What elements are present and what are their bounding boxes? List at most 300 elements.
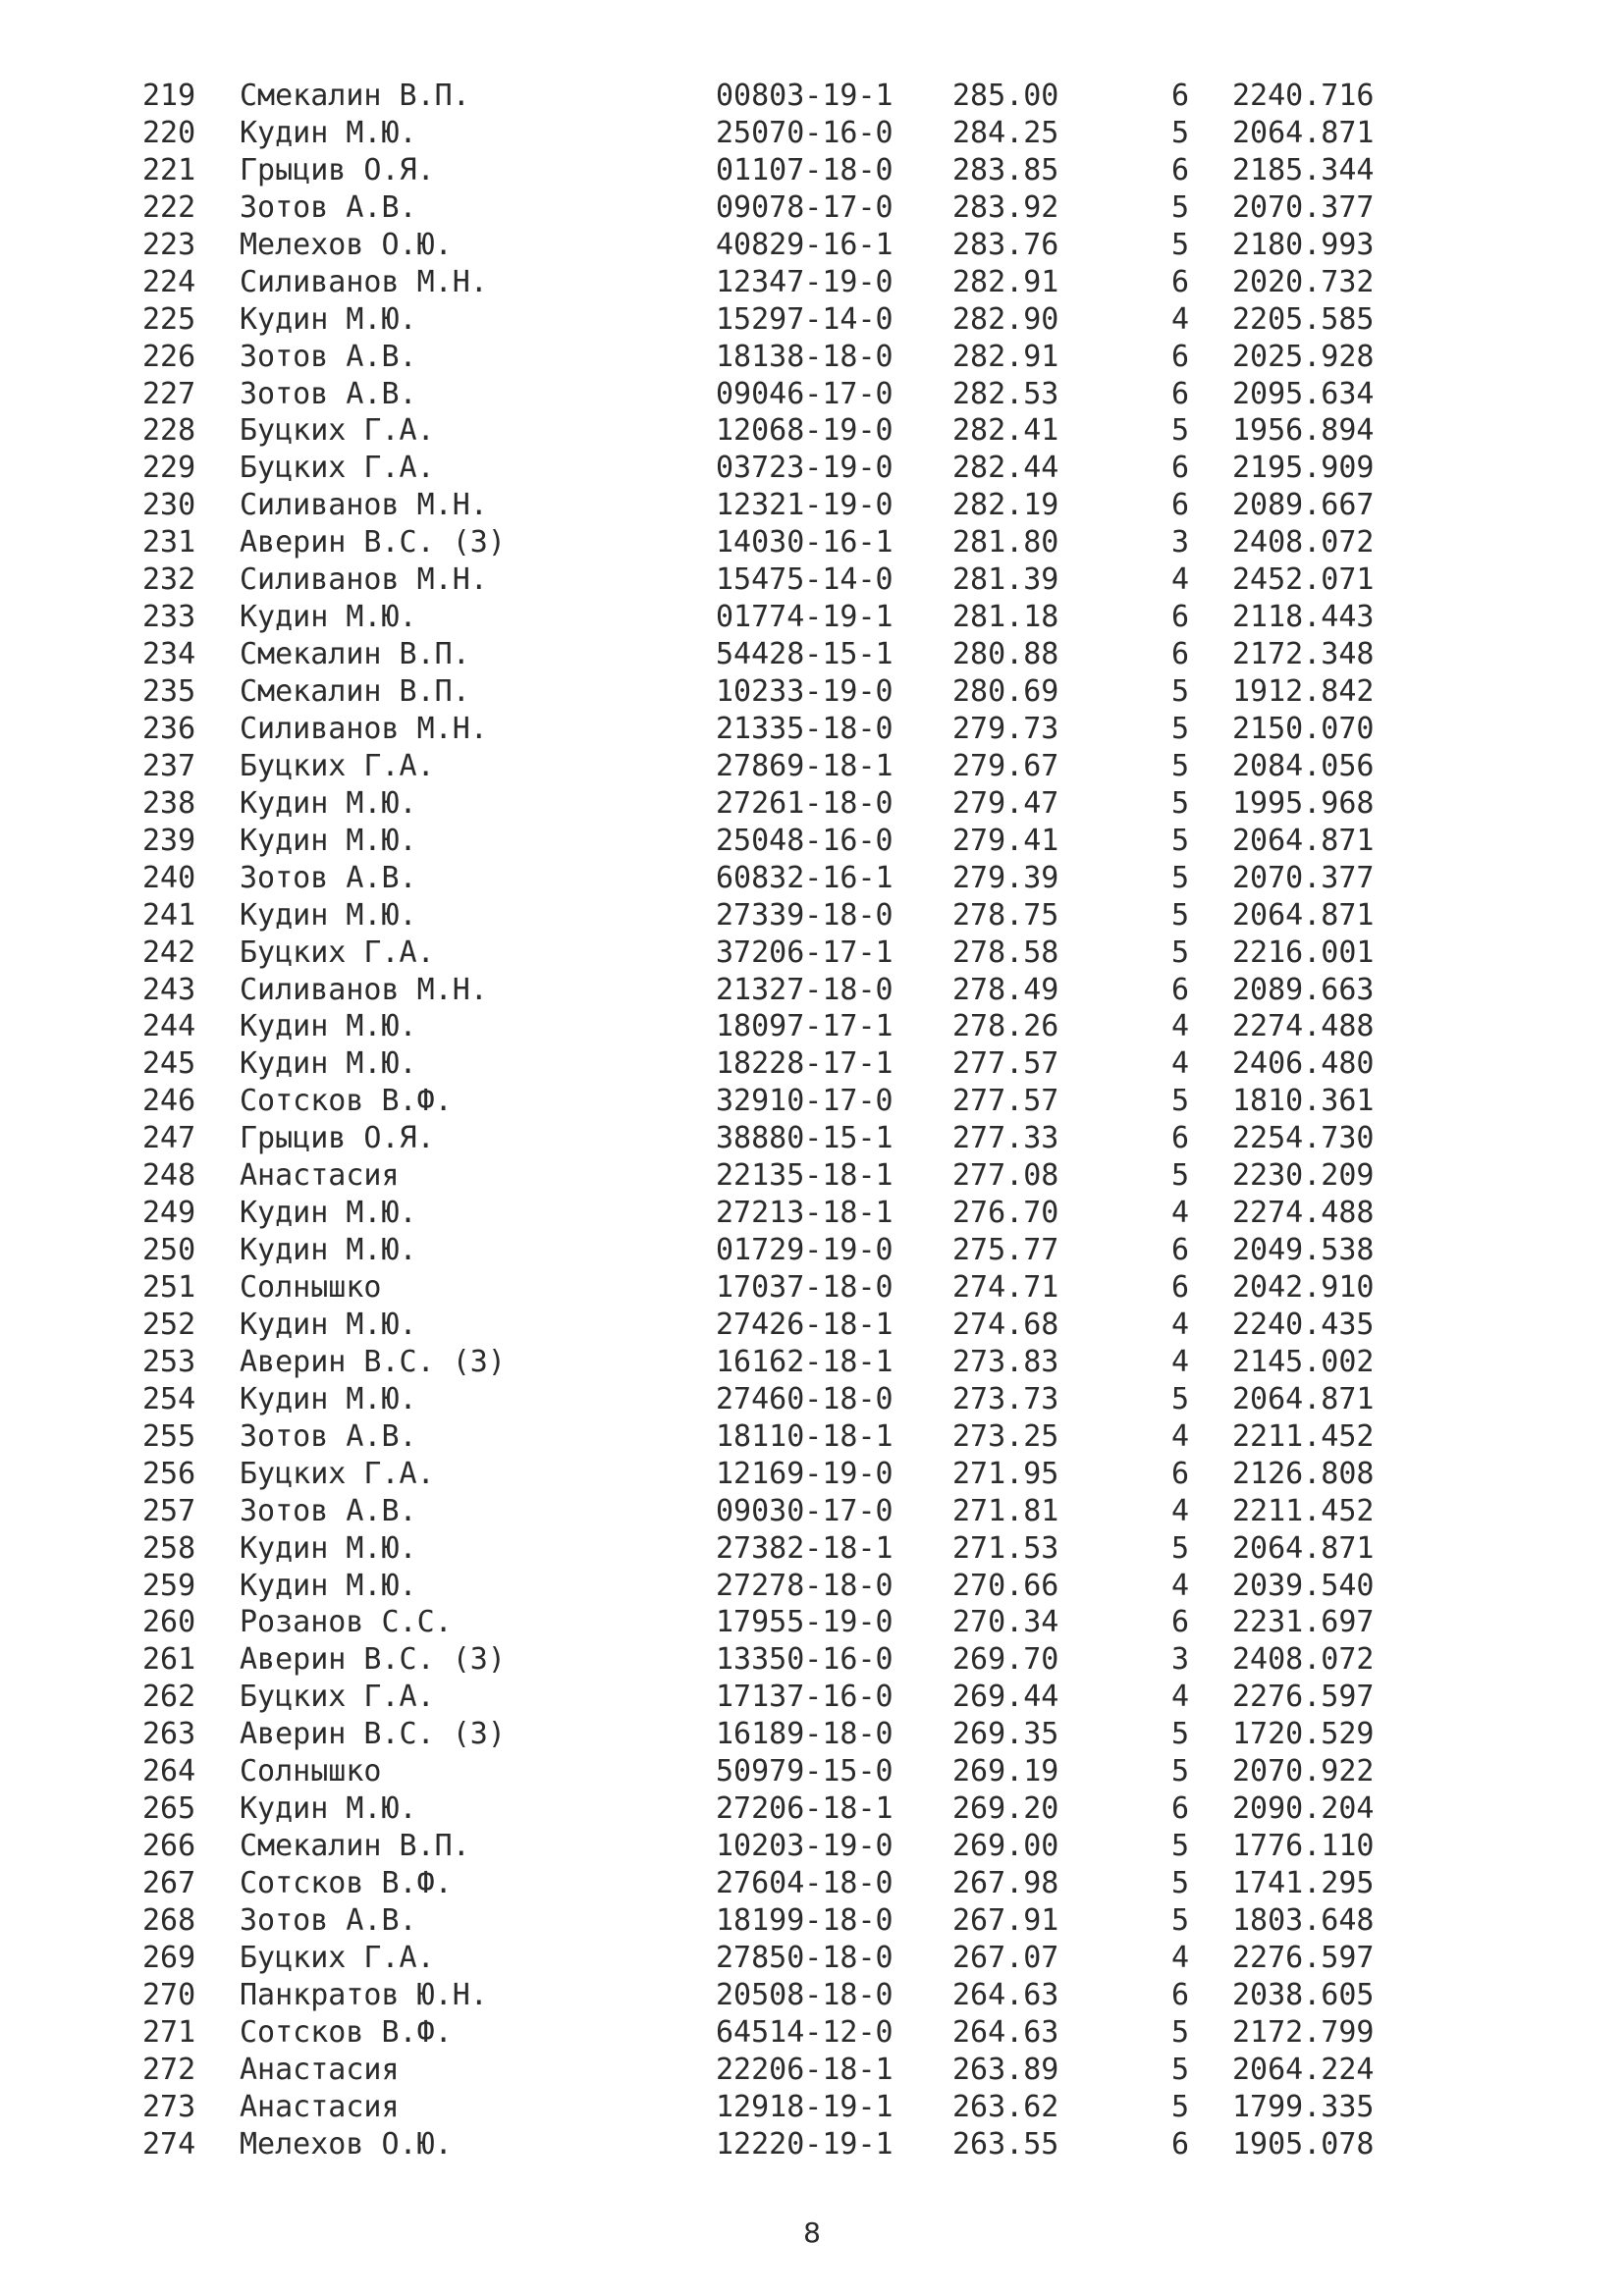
place-value: 6: [1171, 1791, 1190, 1827]
speed-value: 276.70: [952, 1196, 1059, 1231]
participant-name: Кудин М.Ю.: [240, 823, 417, 858]
participant-name: Буцких Г.А.: [240, 1940, 435, 1975]
distance-value: 1803.648: [1232, 1902, 1375, 1938]
speed-value: 280.69: [952, 674, 1059, 709]
row-number: 245: [142, 1046, 196, 1082]
row-number: 272: [142, 2052, 196, 2087]
participant-name: Смекалин В.П.: [240, 674, 470, 709]
speed-value: 273.83: [952, 1344, 1059, 1379]
table-row: [137, 1828, 1414, 1865]
row-number: 273: [142, 2089, 196, 2124]
participant-name: Сотсков В.Ф.: [240, 1866, 453, 1900]
distance-value: 2240.716: [1232, 79, 1375, 113]
place-value: 4: [1171, 1568, 1190, 1603]
speed-value: 282.44: [952, 451, 1059, 486]
distance-value: 2064.224: [1232, 2052, 1375, 2087]
distance-value: 2211.452: [1232, 1418, 1375, 1454]
distance-value: 2064.871: [1232, 1381, 1375, 1416]
place-value: 4: [1171, 1344, 1190, 1379]
ring-number: 01729-19-0: [716, 1233, 893, 1268]
ring-number: 22135-18-1: [716, 1158, 893, 1194]
row-number: 221: [142, 152, 196, 187]
participant-name: Кудин М.Ю.: [240, 1009, 417, 1044]
place-value: 4: [1171, 301, 1190, 337]
place-value: 5: [1171, 1717, 1190, 1752]
speed-value: 278.58: [952, 934, 1059, 970]
ring-number: 12321-19-0: [716, 488, 893, 523]
table-row: [137, 823, 1414, 860]
speed-value: 269.70: [952, 1642, 1059, 1678]
place-value: 6: [1171, 972, 1190, 1007]
row-number: 265: [142, 1791, 196, 1827]
place-value: 5: [1171, 711, 1190, 746]
place-value: 6: [1171, 451, 1190, 486]
speed-value: 283.92: [952, 189, 1059, 225]
place-value: 5: [1171, 227, 1190, 262]
row-number: 247: [142, 1121, 196, 1156]
participant-name: Солнышко: [240, 1754, 382, 1789]
ring-number: 10233-19-0: [716, 674, 893, 709]
distance-value: 2195.909: [1232, 451, 1375, 486]
table-row: [137, 1790, 1414, 1828]
distance-value: 2064.871: [1232, 823, 1375, 858]
place-value: 6: [1171, 339, 1190, 374]
table-row: [137, 412, 1414, 450]
distance-value: 2020.732: [1232, 264, 1375, 299]
table-row: [137, 1045, 1414, 1083]
table-row: [137, 1493, 1414, 1530]
place-value: 4: [1171, 1418, 1190, 1454]
table-row: [137, 1530, 1414, 1568]
participant-name: Зотов А.В.: [240, 1418, 417, 1454]
page-number: 8: [803, 2216, 821, 2249]
participant-name: Кудин М.Ю.: [240, 1046, 417, 1082]
table-row: [137, 1195, 1414, 1232]
table-row: [137, 599, 1414, 636]
ring-number: 50979-15-0: [716, 1754, 893, 1789]
participant-name: Кудин М.Ю.: [240, 301, 417, 337]
ring-number: 16162-18-1: [716, 1344, 893, 1379]
place-value: 6: [1171, 1270, 1190, 1305]
speed-value: 279.39: [952, 860, 1059, 895]
speed-value: 278.75: [952, 897, 1059, 933]
place-value: 5: [1171, 934, 1190, 970]
ring-number: 12220-19-1: [716, 2126, 893, 2162]
place-value: 5: [1171, 2089, 1190, 2124]
row-number: 271: [142, 2014, 196, 2050]
participant-name: Смекалин В.П.: [240, 1829, 470, 1864]
row-number: 254: [142, 1381, 196, 1416]
speed-value: 271.81: [952, 1493, 1059, 1528]
distance-value: 2274.488: [1232, 1196, 1375, 1231]
speed-value: 264.63: [952, 2014, 1059, 2050]
table-row: [137, 1604, 1414, 1641]
ring-number: 27382-18-1: [716, 1530, 893, 1566]
speed-value: 269.44: [952, 1680, 1059, 1715]
table-row: [137, 934, 1414, 972]
place-value: 6: [1171, 1977, 1190, 2012]
speed-value: 285.00: [952, 79, 1059, 113]
row-number: 268: [142, 1902, 196, 1938]
participant-name: Анастасия: [240, 2089, 400, 2124]
distance-value: 2038.605: [1232, 1977, 1375, 2012]
row-number: 234: [142, 637, 196, 672]
row-number: 239: [142, 823, 196, 858]
ring-number: 27604-18-0: [716, 1866, 893, 1900]
distance-value: 2025.928: [1232, 339, 1375, 374]
table-row: [137, 2126, 1414, 2163]
table-row: [137, 673, 1414, 711]
ring-number: 21335-18-0: [716, 711, 893, 746]
table-row: [137, 897, 1414, 934]
place-value: 5: [1171, 1866, 1190, 1900]
participant-name: Анастасия: [240, 1158, 400, 1194]
speed-value: 283.85: [952, 152, 1059, 187]
distance-value: 1741.295: [1232, 1866, 1375, 1900]
participant-name: Аверин В.С. (З): [240, 525, 506, 561]
ring-number: 12347-19-0: [716, 264, 893, 299]
participant-name: Панкратов Ю.Н.: [240, 1977, 488, 2012]
participant-name: Кудин М.Ю.: [240, 1307, 417, 1342]
distance-value: 2185.344: [1232, 152, 1375, 187]
participant-name: Кудин М.Ю.: [240, 897, 417, 933]
distance-value: 2240.435: [1232, 1307, 1375, 1342]
distance-value: 2254.730: [1232, 1121, 1375, 1156]
speed-value: 264.63: [952, 1977, 1059, 2012]
ring-number: 12918-19-1: [716, 2089, 893, 2124]
speed-value: 274.68: [952, 1307, 1059, 1342]
place-value: 5: [1171, 748, 1190, 783]
ring-number: 27460-18-0: [716, 1381, 893, 1416]
participant-name: Буцких Г.А.: [240, 413, 435, 449]
distance-value: 2276.597: [1232, 1940, 1375, 1975]
row-number: 233: [142, 600, 196, 635]
table-row: [137, 1157, 1414, 1195]
distance-value: 2064.871: [1232, 897, 1375, 933]
table-row: [137, 1232, 1414, 1269]
participant-name: Смекалин В.П.: [240, 637, 470, 672]
row-number: 251: [142, 1270, 196, 1305]
participant-name: Грыцив О.Я.: [240, 152, 435, 187]
ring-number: 09046-17-0: [716, 376, 893, 411]
distance-value: 1905.078: [1232, 2126, 1375, 2162]
row-number: 249: [142, 1196, 196, 1231]
participant-name: Буцких Г.А.: [240, 934, 435, 970]
participant-name: Зотов А.В.: [240, 339, 417, 374]
participant-name: Кудин М.Ю.: [240, 1791, 417, 1827]
table-row: [137, 1008, 1414, 1045]
participant-name: Зотов А.В.: [240, 189, 417, 225]
table-row: [137, 227, 1414, 264]
table-row: [137, 339, 1414, 376]
distance-value: 2070.377: [1232, 860, 1375, 895]
ring-number: 27213-18-1: [716, 1196, 893, 1231]
ring-number: 13350-16-0: [716, 1642, 893, 1678]
table-row: [137, 1940, 1414, 1977]
table-row: [137, 1418, 1414, 1456]
row-number: 229: [142, 451, 196, 486]
participant-name: Силиванов М.Н.: [240, 562, 488, 598]
place-value: 5: [1171, 897, 1190, 933]
row-number: 238: [142, 785, 196, 821]
participant-name: Силиванов М.Н.: [240, 264, 488, 299]
ring-number: 25048-16-0: [716, 823, 893, 858]
participant-name: Буцких Г.А.: [240, 451, 435, 486]
participant-name: Кудин М.Ю.: [240, 1196, 417, 1231]
row-number: 244: [142, 1009, 196, 1044]
table-row: [137, 1568, 1414, 1605]
ring-number: 22206-18-1: [716, 2052, 893, 2087]
ring-number: 01774-19-1: [716, 600, 893, 635]
distance-value: 2145.002: [1232, 1344, 1375, 1379]
distance-value: 1799.335: [1232, 2089, 1375, 2124]
speed-value: 284.25: [952, 115, 1059, 150]
table-row: [137, 78, 1414, 115]
table-row: [137, 524, 1414, 561]
distance-value: 2406.480: [1232, 1046, 1375, 1082]
table-row: [137, 450, 1414, 487]
distance-value: 2205.585: [1232, 301, 1375, 337]
ring-number: 03723-19-0: [716, 451, 893, 486]
row-number: 220: [142, 115, 196, 150]
distance-value: 2231.697: [1232, 1605, 1375, 1640]
table-row: [137, 636, 1414, 673]
table-row: [137, 748, 1414, 785]
table-row: [137, 1679, 1414, 1716]
row-number: 226: [142, 339, 196, 374]
participant-name: Аверин В.С. (З): [240, 1717, 506, 1752]
ring-number: 27869-18-1: [716, 748, 893, 783]
distance-value: 2230.209: [1232, 1158, 1375, 1194]
speed-value: 270.66: [952, 1568, 1059, 1603]
place-value: 5: [1171, 115, 1190, 150]
speed-value: 263.62: [952, 2089, 1059, 2124]
table-row: [137, 115, 1414, 152]
distance-value: 2064.871: [1232, 1530, 1375, 1566]
speed-value: 282.90: [952, 301, 1059, 337]
row-number: 224: [142, 264, 196, 299]
place-value: 5: [1171, 1754, 1190, 1789]
speed-value: 278.49: [952, 972, 1059, 1007]
place-value: 5: [1171, 2052, 1190, 2087]
ring-number: 15475-14-0: [716, 562, 893, 598]
table-row: [137, 1344, 1414, 1381]
distance-value: 2064.871: [1232, 115, 1375, 150]
speed-value: 280.88: [952, 637, 1059, 672]
distance-value: 2042.910: [1232, 1270, 1375, 1305]
row-number: 258: [142, 1530, 196, 1566]
row-number: 219: [142, 79, 196, 113]
ring-number: 15297-14-0: [716, 301, 893, 337]
distance-value: 2039.540: [1232, 1568, 1375, 1603]
participant-name: Зотов А.В.: [240, 376, 417, 411]
table-row: [137, 264, 1414, 301]
ring-number: 12169-19-0: [716, 1456, 893, 1491]
speed-value: 273.73: [952, 1381, 1059, 1416]
place-value: 6: [1171, 264, 1190, 299]
ring-number: 17137-16-0: [716, 1680, 893, 1715]
ring-number: 00803-19-1: [716, 79, 893, 113]
speed-value: 282.91: [952, 264, 1059, 299]
speed-value: 279.67: [952, 748, 1059, 783]
distance-value: 2172.348: [1232, 637, 1375, 672]
distance-value: 2090.204: [1232, 1791, 1375, 1827]
distance-value: 1995.968: [1232, 785, 1375, 821]
place-value: 6: [1171, 1605, 1190, 1640]
place-value: 4: [1171, 1307, 1190, 1342]
row-number: 228: [142, 413, 196, 449]
place-value: 6: [1171, 2126, 1190, 2162]
speed-value: 278.26: [952, 1009, 1059, 1044]
row-number: 237: [142, 748, 196, 783]
table-row: [137, 189, 1414, 227]
distance-value: 2408.072: [1232, 1642, 1375, 1678]
speed-value: 263.55: [952, 2126, 1059, 2162]
distance-value: 2274.488: [1232, 1009, 1375, 1044]
row-number: 231: [142, 525, 196, 561]
row-number: 267: [142, 1866, 196, 1900]
speed-value: 263.89: [952, 2052, 1059, 2087]
ring-number: 27426-18-1: [716, 1307, 893, 1342]
row-number: 227: [142, 376, 196, 411]
ring-number: 18110-18-1: [716, 1418, 893, 1454]
table-row: [137, 1865, 1414, 1902]
participant-name: Буцких Г.А.: [240, 748, 435, 783]
speed-value: 279.41: [952, 823, 1059, 858]
place-value: 3: [1171, 525, 1190, 561]
row-number: 242: [142, 934, 196, 970]
place-value: 5: [1171, 413, 1190, 449]
distance-value: 1912.842: [1232, 674, 1375, 709]
row-number: 270: [142, 1977, 196, 2012]
table-row: [137, 1641, 1414, 1679]
ring-number: 60832-16-1: [716, 860, 893, 895]
speed-value: 269.19: [952, 1754, 1059, 1789]
table-row: [137, 2014, 1414, 2052]
participant-name: Кудин М.Ю.: [240, 1381, 417, 1416]
speed-value: 270.34: [952, 1605, 1059, 1640]
distance-value: 2089.663: [1232, 972, 1375, 1007]
ring-number: 09030-17-0: [716, 1493, 893, 1528]
participant-name: Сотсков В.Ф.: [240, 2014, 453, 2050]
ring-number: 14030-16-1: [716, 525, 893, 561]
place-value: 5: [1171, 1084, 1190, 1119]
participant-name: Розанов С.С.: [240, 1605, 453, 1640]
speed-value: 267.91: [952, 1902, 1059, 1938]
speed-value: 274.71: [952, 1270, 1059, 1305]
results-table: [137, 78, 1414, 2163]
speed-value: 267.98: [952, 1866, 1059, 1900]
participant-name: Зотов А.В.: [240, 1902, 417, 1938]
row-number: 274: [142, 2126, 196, 2162]
participant-name: Аверин В.С. (З): [240, 1344, 506, 1379]
ring-number: 17955-19-0: [716, 1605, 893, 1640]
row-number: 260: [142, 1605, 196, 1640]
row-number: 223: [142, 227, 196, 262]
row-number: 263: [142, 1717, 196, 1752]
distance-value: 1776.110: [1232, 1829, 1375, 1864]
ring-number: 18199-18-0: [716, 1902, 893, 1938]
ring-number: 54428-15-1: [716, 637, 893, 672]
row-number: 269: [142, 1940, 196, 1975]
row-number: 235: [142, 674, 196, 709]
place-value: 5: [1171, 785, 1190, 821]
table-row: [137, 561, 1414, 599]
ring-number: 25070-16-0: [716, 115, 893, 150]
ring-number: 27206-18-1: [716, 1791, 893, 1827]
place-value: 6: [1171, 600, 1190, 635]
ring-number: 37206-17-1: [716, 934, 893, 970]
distance-value: 2084.056: [1232, 748, 1375, 783]
table-row: [137, 1977, 1414, 2014]
place-value: 5: [1171, 1829, 1190, 1864]
ring-number: 20508-18-0: [716, 1977, 893, 2012]
table-row: [137, 1083, 1414, 1120]
participant-name: Сотсков В.Ф.: [240, 1084, 453, 1119]
table-row: [137, 711, 1414, 748]
row-number: 255: [142, 1418, 196, 1454]
speed-value: 277.57: [952, 1046, 1059, 1082]
place-value: 4: [1171, 1493, 1190, 1528]
participant-name: Кудин М.Ю.: [240, 600, 417, 635]
place-value: 6: [1171, 79, 1190, 113]
speed-value: 269.00: [952, 1829, 1059, 1864]
row-number: 252: [142, 1307, 196, 1342]
distance-value: 2408.072: [1232, 525, 1375, 561]
row-number: 248: [142, 1158, 196, 1194]
place-value: 5: [1171, 823, 1190, 858]
place-value: 5: [1171, 674, 1190, 709]
table-row: [137, 487, 1414, 524]
table-row: [137, 2089, 1414, 2126]
participant-name: Зотов А.В.: [240, 1493, 417, 1528]
table-row: [137, 2052, 1414, 2089]
ring-number: 18228-17-1: [716, 1046, 893, 1082]
place-value: 5: [1171, 1530, 1190, 1566]
speed-value: 271.53: [952, 1530, 1059, 1566]
ring-number: 18138-18-0: [716, 339, 893, 374]
distance-value: 2216.001: [1232, 934, 1375, 970]
participant-name: Буцких Г.А.: [240, 1456, 435, 1491]
distance-value: 2089.667: [1232, 488, 1375, 523]
participant-name: Аверин В.С. (З): [240, 1642, 506, 1678]
table-row: [137, 1269, 1414, 1307]
place-value: 5: [1171, 1902, 1190, 1938]
participant-name: Кудин М.Ю.: [240, 1530, 417, 1566]
distance-value: 2180.993: [1232, 227, 1375, 262]
speed-value: 281.39: [952, 562, 1059, 598]
speed-value: 282.91: [952, 339, 1059, 374]
place-value: 5: [1171, 2014, 1190, 2050]
distance-value: 2070.922: [1232, 1754, 1375, 1789]
ring-number: 10203-19-0: [716, 1829, 893, 1864]
participant-name: Мелехов О.Ю.: [240, 2126, 453, 2162]
row-number: 257: [142, 1493, 196, 1528]
ring-number: 16189-18-0: [716, 1717, 893, 1752]
place-value: 5: [1171, 860, 1190, 895]
participant-name: Грыцив О.Я.: [240, 1121, 435, 1156]
row-number: 232: [142, 562, 196, 598]
participant-name: Солнышко: [240, 1270, 382, 1305]
table-row: [137, 1120, 1414, 1157]
row-number: 261: [142, 1642, 196, 1678]
distance-value: 2049.538: [1232, 1233, 1375, 1268]
speed-value: 279.47: [952, 785, 1059, 821]
ring-number: 21327-18-0: [716, 972, 893, 1007]
distance-value: 2126.808: [1232, 1456, 1375, 1491]
place-value: 5: [1171, 1158, 1190, 1194]
speed-value: 277.33: [952, 1121, 1059, 1156]
